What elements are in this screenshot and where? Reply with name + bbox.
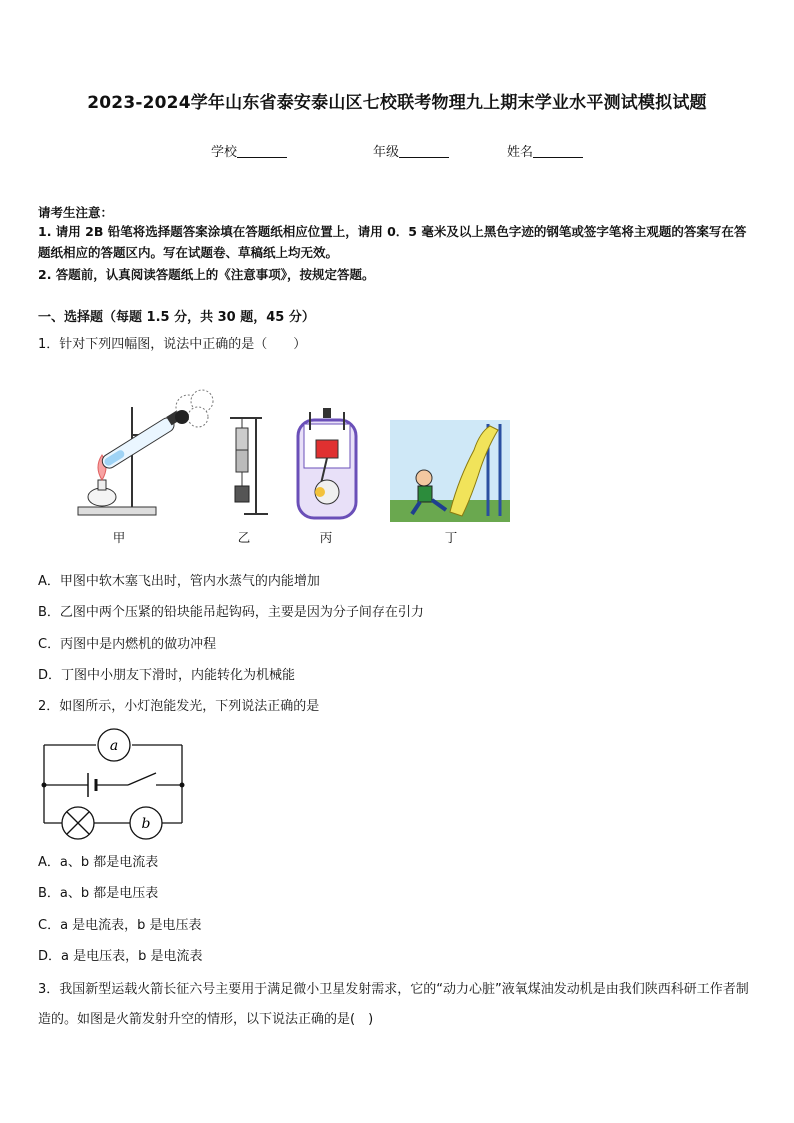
notice-item-1: 1. 请用 2B 铅笔将选择题答案涂填在答题纸相应位置上，请用 0．5 毫米及以上黑色字迹的钢笔或签字笔将主观题的答案写在答题纸相应的答题区内。写在试题卷、草稿纸上均无效。: [38, 224, 747, 260]
notice-item-2: 2. 答题前，认真阅读答题纸上的《注意事项》，按规定答题。: [38, 267, 375, 282]
grade-blank: [399, 145, 449, 158]
q2-option-c: C．a 是电流表，b 是电压表: [38, 918, 202, 933]
school-blank: [237, 145, 287, 158]
figure-bing-engine: [290, 402, 364, 522]
caption-jia: 甲: [112, 530, 126, 545]
caption-yi: 乙: [237, 530, 251, 545]
caption-ding: 丁: [444, 530, 458, 545]
q1-option-d: D．丁图中小朋友下滑时，内能转化为机械能: [38, 668, 296, 683]
figure-ding-slide: [390, 420, 510, 522]
figure-jia-test-tube: [70, 385, 220, 525]
grade-field: [373, 141, 449, 160]
question-2-stem: 2．如图所示，小灯泡能发光，下列说法正确的是: [38, 699, 320, 714]
notice-heading: 请考生注意：: [38, 205, 114, 220]
q2-option-b: B．a、b 都是电压表: [38, 886, 159, 901]
q1-option-a: A．甲图中软木塞飞出时，管内水蒸气的内能增加: [38, 574, 320, 589]
name-label: 姓名: [507, 145, 534, 160]
circuit-diagram: [38, 727, 188, 842]
q1-option-b: B．乙图中两个压紧的铅块能吊起钩码，主要是因为分子间存在引力: [38, 605, 424, 620]
school-field: [211, 141, 287, 160]
name-field: [507, 141, 583, 160]
question-1-stem: 1．针对下列四幅图，说法中正确的是（ ）: [38, 337, 307, 352]
question-3-stem: 3．我国新型运载火箭长征六号主要用于满足微小卫星发射需求，它的“动力心脏”液氧煤油发动机是由我们陕西科研工作者制造的。如图是火箭发射升空的情形，以下说法正确的是( ): [38, 982, 749, 1027]
page-title: 2023-2024学年山东省泰安泰山区七校联考物理九上期末学业水平测试模拟试题: [87, 93, 707, 113]
school-label: 学校: [211, 145, 238, 160]
q2-option-a: A．a、b 都是电流表: [38, 855, 159, 870]
q2-option-d: D．a 是电压表，b 是电流表: [38, 949, 203, 964]
figure-yi-lead-blocks: [222, 410, 272, 522]
name-blank: [533, 145, 583, 158]
meter-a-label: a: [109, 738, 119, 754]
caption-bing: 丙: [319, 530, 333, 545]
grade-label: 年级: [373, 145, 400, 160]
section-heading: 一、选择题（每题 1.5 分，共 30 题，45 分）: [38, 310, 315, 325]
meter-b-label: b: [141, 816, 151, 832]
q1-option-c: C．丙图中是内燃机的做功冲程: [38, 637, 217, 652]
